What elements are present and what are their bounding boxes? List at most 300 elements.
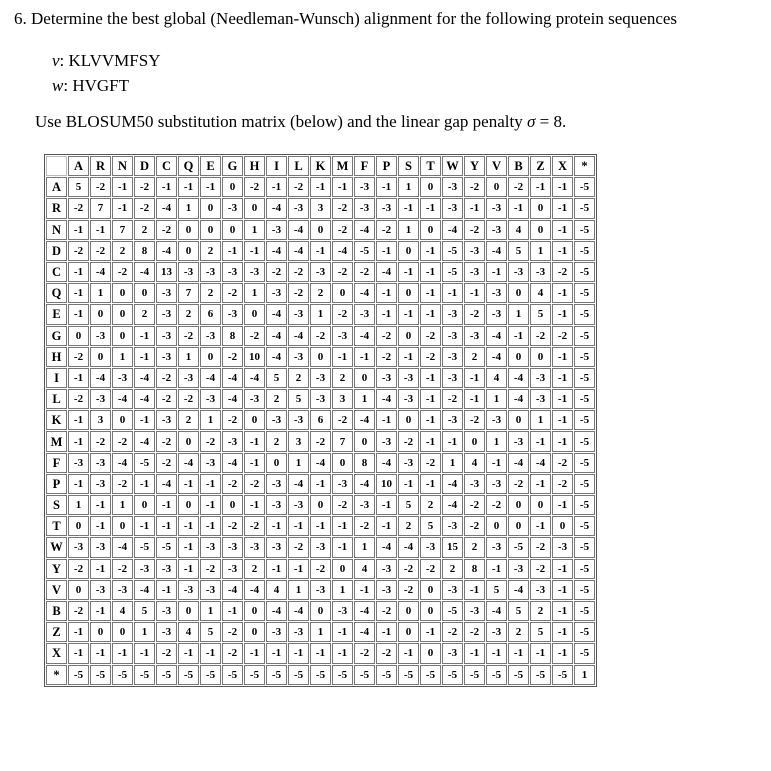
matrix-cell: 0 xyxy=(134,283,155,303)
matrix-cell: -3 xyxy=(530,580,551,600)
matrix-cell: -1 xyxy=(266,516,287,536)
matrix-cell: 0 xyxy=(332,283,353,303)
matrix-column-header: B xyxy=(508,156,529,176)
matrix-cell: -1 xyxy=(420,474,441,494)
matrix-cell: -1 xyxy=(420,389,441,409)
matrix-cell: -1 xyxy=(244,453,265,473)
matrix-row-header: G xyxy=(46,326,67,346)
matrix-cell: 0 xyxy=(552,516,573,536)
matrix-cell: -3 xyxy=(266,474,287,494)
matrix-cell: -4 xyxy=(442,220,463,240)
matrix-cell: -2 xyxy=(310,431,331,451)
matrix-column-header: L xyxy=(288,156,309,176)
matrix-cell: -2 xyxy=(332,220,353,240)
matrix-cell: -1 xyxy=(244,241,265,261)
matrix-cell: -5 xyxy=(574,368,595,388)
matrix-cell: -1 xyxy=(310,474,331,494)
matrix-cell: -2 xyxy=(156,220,177,240)
matrix-cell: -3 xyxy=(266,622,287,642)
matrix-cell: -4 xyxy=(332,241,353,261)
matrix-cell: 0 xyxy=(508,283,529,303)
matrix-column-header: G xyxy=(222,156,243,176)
matrix-cell: 0 xyxy=(178,241,199,261)
matrix-cell: -2 xyxy=(266,262,287,282)
matrix-cell: -5 xyxy=(68,665,89,685)
matrix-cell: -4 xyxy=(288,241,309,261)
matrix-cell: 1 xyxy=(332,580,353,600)
matrix-cell: -3 xyxy=(156,304,177,324)
matrix-cell: 8 xyxy=(464,559,485,579)
matrix-cell: 0 xyxy=(398,283,419,303)
matrix-cell: -1 xyxy=(332,622,353,642)
matrix-cell: -1 xyxy=(420,410,441,430)
matrix-cell: -4 xyxy=(288,220,309,240)
matrix-cell: 0 xyxy=(464,431,485,451)
matrix-cell: 2 xyxy=(134,220,155,240)
matrix-cell: 5 xyxy=(288,389,309,409)
matrix-cell: -1 xyxy=(552,347,573,367)
matrix-cell: -3 xyxy=(486,220,507,240)
matrix-row xyxy=(46,368,595,388)
matrix-row-header: W xyxy=(46,537,67,557)
matrix-cell: -4 xyxy=(178,453,199,473)
matrix-cell: -2 xyxy=(376,326,397,346)
matrix-cell: 2 xyxy=(266,431,287,451)
matrix-cell: 3 xyxy=(90,410,111,430)
matrix-cell: -2 xyxy=(222,516,243,536)
matrix-cell: -1 xyxy=(552,389,573,409)
matrix-cell: -4 xyxy=(266,241,287,261)
matrix-cell: 1 xyxy=(134,622,155,642)
matrix-cell: 5 xyxy=(266,368,287,388)
matrix-cell: -2 xyxy=(420,559,441,579)
matrix-cell: -1 xyxy=(398,198,419,218)
matrix-cell: 1 xyxy=(398,177,419,197)
matrix-cell: -4 xyxy=(134,368,155,388)
instruction-suffix: = 8. xyxy=(535,112,567,131)
matrix-column-header: T xyxy=(420,156,441,176)
matrix-cell: -2 xyxy=(376,601,397,621)
matrix-cell: -1 xyxy=(310,516,331,536)
matrix-cell: -1 xyxy=(68,474,89,494)
matrix-column-header: N xyxy=(112,156,133,176)
matrix-column-header: D xyxy=(134,156,155,176)
matrix-cell: -3 xyxy=(442,643,463,663)
matrix-cell: -3 xyxy=(464,601,485,621)
matrix-cell: -3 xyxy=(442,368,463,388)
matrix-cell: -2 xyxy=(310,326,331,346)
matrix-cell: -1 xyxy=(178,643,199,663)
matrix-cell: -3 xyxy=(244,262,265,282)
matrix-cell: -5 xyxy=(574,177,595,197)
matrix-cell: -3 xyxy=(90,474,111,494)
matrix-cell: -2 xyxy=(530,537,551,557)
matrix-cell: 6 xyxy=(310,410,331,430)
matrix-row-header: X xyxy=(46,643,67,663)
matrix-cell: -2 xyxy=(354,262,375,282)
matrix-row-header: A xyxy=(46,177,67,197)
instruction-prefix: Use BLOSUM50 substitution matrix (below) and the linear gap penalty xyxy=(35,112,527,131)
matrix-cell: 1 xyxy=(530,410,551,430)
matrix-row xyxy=(46,347,595,367)
matrix-cell: -4 xyxy=(376,389,397,409)
matrix-cell: -3 xyxy=(288,622,309,642)
matrix-cell: 0 xyxy=(354,431,375,451)
matrix-cell: -3 xyxy=(332,474,353,494)
matrix-cell: -3 xyxy=(266,410,287,430)
matrix-cell: 1 xyxy=(200,410,221,430)
matrix-cell: -4 xyxy=(156,241,177,261)
matrix-cell: -2 xyxy=(68,198,89,218)
matrix-cell: -2 xyxy=(222,643,243,663)
matrix-cell: -5 xyxy=(354,241,375,261)
matrix-cell: -2 xyxy=(398,580,419,600)
matrix-cell: -1 xyxy=(288,516,309,536)
matrix-cell: 0 xyxy=(112,410,133,430)
matrix-cell: -1 xyxy=(530,516,551,536)
matrix-cell: 4 xyxy=(266,580,287,600)
matrix-row-header: K xyxy=(46,410,67,430)
matrix-row xyxy=(46,389,595,409)
matrix-cell: -1 xyxy=(376,283,397,303)
matrix-cell: 0 xyxy=(244,410,265,430)
matrix-cell: -2 xyxy=(134,198,155,218)
matrix-cell: -2 xyxy=(68,241,89,261)
matrix-cell: -1 xyxy=(420,198,441,218)
matrix-cell: -1 xyxy=(134,516,155,536)
matrix-cell: -3 xyxy=(354,198,375,218)
matrix-cell: 0 xyxy=(420,177,441,197)
matrix-cell: 1 xyxy=(442,453,463,473)
matrix-cell: -1 xyxy=(332,643,353,663)
matrix-cell: -2 xyxy=(288,283,309,303)
matrix-cell: -3 xyxy=(266,537,287,557)
matrix-cell: -4 xyxy=(112,537,133,557)
matrix-cell: -2 xyxy=(552,453,573,473)
matrix-cell: -4 xyxy=(222,580,243,600)
matrix-row xyxy=(46,474,595,494)
matrix-cell: -1 xyxy=(156,580,177,600)
matrix-cell: -2 xyxy=(530,326,551,346)
matrix-cell: 1 xyxy=(178,198,199,218)
matrix-cell: 0 xyxy=(112,622,133,642)
matrix-cell: 2 xyxy=(464,537,485,557)
matrix-cell: 1 xyxy=(244,220,265,240)
matrix-cell: -1 xyxy=(90,516,111,536)
matrix-row xyxy=(46,580,595,600)
matrix-cell: -3 xyxy=(486,622,507,642)
matrix-cell: -5 xyxy=(574,262,595,282)
matrix-cell: -1 xyxy=(200,495,221,515)
matrix-cell: -4 xyxy=(134,389,155,409)
matrix-cell: 0 xyxy=(508,410,529,430)
matrix-cell: -2 xyxy=(398,559,419,579)
matrix-cell: -3 xyxy=(90,580,111,600)
matrix-cell: -1 xyxy=(90,495,111,515)
matrix-cell: -1 xyxy=(530,474,551,494)
matrix-cell: -4 xyxy=(134,262,155,282)
matrix-cell: 0 xyxy=(134,495,155,515)
matrix-cell: -3 xyxy=(310,389,331,409)
matrix-cell: -3 xyxy=(266,495,287,515)
matrix-cell: -5 xyxy=(574,643,595,663)
matrix-cell: 0 xyxy=(68,516,89,536)
matrix-cell: -1 xyxy=(178,177,199,197)
matrix-cell: 2 xyxy=(178,410,199,430)
matrix-cell: 1 xyxy=(68,495,89,515)
matrix-cell: -2 xyxy=(310,559,331,579)
matrix-cell: 0 xyxy=(398,410,419,430)
matrix-cell: -1 xyxy=(134,326,155,346)
matrix-cell: -1 xyxy=(288,643,309,663)
matrix-cell: 1 xyxy=(530,241,551,261)
matrix-cell: -1 xyxy=(156,516,177,536)
matrix-cell: -3 xyxy=(354,304,375,324)
matrix-cell: -1 xyxy=(552,220,573,240)
matrix-cell: -1 xyxy=(134,643,155,663)
matrix-cell: -3 xyxy=(244,537,265,557)
matrix-cell: -2 xyxy=(222,622,243,642)
matrix-cell: -3 xyxy=(508,262,529,282)
question-text: 6. Determine the best global (Needleman-Wunsch) alignment for the following protein sequences xyxy=(14,9,678,28)
matrix-cell: -3 xyxy=(486,283,507,303)
matrix-cell: 1 xyxy=(508,304,529,324)
matrix-cell: 0 xyxy=(398,601,419,621)
matrix-cell: -4 xyxy=(442,474,463,494)
matrix-cell: 3 xyxy=(288,431,309,451)
matrix-column-header: W xyxy=(442,156,463,176)
matrix-cell: -3 xyxy=(486,198,507,218)
matrix-cell: -5 xyxy=(442,601,463,621)
matrix-cell: -3 xyxy=(398,368,419,388)
matrix-cell: -4 xyxy=(354,622,375,642)
matrix-cell: -5 xyxy=(90,665,111,685)
matrix-cell: 1 xyxy=(244,283,265,303)
matrix-cell: -1 xyxy=(112,643,133,663)
matrix-cell: -5 xyxy=(134,453,155,473)
matrix-cell: -2 xyxy=(288,262,309,282)
matrix-cell: -1 xyxy=(530,643,551,663)
sequence-w xyxy=(52,76,129,96)
matrix-cell: -2 xyxy=(68,601,89,621)
matrix-cell: 2 xyxy=(288,368,309,388)
matrix-cell: -1 xyxy=(200,643,221,663)
matrix-cell: 0 xyxy=(244,198,265,218)
matrix-cell: -1 xyxy=(508,643,529,663)
matrix-cell: 0 xyxy=(310,347,331,367)
matrix-cell: -4 xyxy=(200,368,221,388)
matrix-cell: -5 xyxy=(552,665,573,685)
matrix-cell: -5 xyxy=(486,665,507,685)
matrix-row-header: V xyxy=(46,580,67,600)
matrix-row xyxy=(46,241,595,261)
matrix-cell: 1 xyxy=(486,389,507,409)
matrix-cell: 5 xyxy=(68,177,89,197)
matrix-row-header: C xyxy=(46,262,67,282)
matrix-cell: -2 xyxy=(420,453,441,473)
matrix-cell: -5 xyxy=(574,347,595,367)
matrix-cell: -3 xyxy=(156,601,177,621)
matrix-cell: -4 xyxy=(90,368,111,388)
matrix-column-header: V xyxy=(486,156,507,176)
matrix-cell: -1 xyxy=(552,177,573,197)
matrix-cell: -1 xyxy=(68,622,89,642)
matrix-cell: -4 xyxy=(266,198,287,218)
matrix-cell: -2 xyxy=(68,389,89,409)
matrix-cell: -4 xyxy=(398,537,419,557)
matrix-cell: -1 xyxy=(90,220,111,240)
matrix-cell: 5 xyxy=(530,622,551,642)
matrix-cell: 0 xyxy=(310,601,331,621)
matrix-cell: -1 xyxy=(68,410,89,430)
matrix-cell: -5 xyxy=(354,665,375,685)
matrix-column-header: F xyxy=(354,156,375,176)
matrix-cell: 0 xyxy=(420,643,441,663)
matrix-cell: -4 xyxy=(266,304,287,324)
matrix-cell: 2 xyxy=(266,389,287,409)
matrix-cell: -2 xyxy=(244,474,265,494)
matrix-cell: -5 xyxy=(574,622,595,642)
matrix-row xyxy=(46,516,595,536)
matrix-cell: -1 xyxy=(244,431,265,451)
matrix-cell: -2 xyxy=(288,177,309,197)
matrix-cell: -1 xyxy=(552,368,573,388)
matrix-cell: -1 xyxy=(398,304,419,324)
matrix-cell: -1 xyxy=(420,262,441,282)
matrix-cell: -3 xyxy=(376,580,397,600)
matrix-cell: -3 xyxy=(200,537,221,557)
matrix-cell: -3 xyxy=(90,326,111,346)
matrix-cell: 0 xyxy=(310,220,331,240)
matrix-cell: -2 xyxy=(464,495,485,515)
matrix-cell: 2 xyxy=(442,559,463,579)
matrix-cell: 2 xyxy=(134,304,155,324)
matrix-cell: -4 xyxy=(244,368,265,388)
matrix-column-header: * xyxy=(574,156,595,176)
matrix-row xyxy=(46,622,595,642)
matrix-cell: -1 xyxy=(68,262,89,282)
matrix-cell: -1 xyxy=(398,643,419,663)
matrix-cell: 0 xyxy=(398,326,419,346)
matrix-cell: 8 xyxy=(222,326,243,346)
matrix-cell: -1 xyxy=(156,495,177,515)
matrix-cell: -4 xyxy=(354,326,375,346)
matrix-cell: 0 xyxy=(112,326,133,346)
matrix-cell: -3 xyxy=(486,474,507,494)
matrix-cell: -1 xyxy=(420,431,441,451)
matrix-cell: -3 xyxy=(442,580,463,600)
blosum50-table xyxy=(44,154,597,687)
matrix-cell: 8 xyxy=(354,453,375,473)
matrix-row-header: Q xyxy=(46,283,67,303)
matrix-cell: -4 xyxy=(222,453,243,473)
matrix-cell: -2 xyxy=(464,410,485,430)
matrix-corner-cell xyxy=(46,156,67,176)
matrix-cell: -1 xyxy=(486,453,507,473)
matrix-row-header: B xyxy=(46,601,67,621)
matrix-cell: -1 xyxy=(552,622,573,642)
matrix-cell: -1 xyxy=(68,431,89,451)
matrix-cell: -3 xyxy=(442,198,463,218)
matrix-column-header: Z xyxy=(530,156,551,176)
matrix-cell: -4 xyxy=(486,347,507,367)
matrix-cell: -3 xyxy=(420,537,441,557)
matrix-cell: -4 xyxy=(134,431,155,451)
matrix-cell: -1 xyxy=(530,177,551,197)
matrix-cell: -3 xyxy=(68,453,89,473)
matrix-cell: 0 xyxy=(530,220,551,240)
matrix-cell: -3 xyxy=(288,495,309,515)
matrix-cell: -1 xyxy=(464,368,485,388)
matrix-column-header: I xyxy=(266,156,287,176)
matrix-cell: -1 xyxy=(222,241,243,261)
matrix-cell: -1 xyxy=(552,580,573,600)
matrix-cell: 0 xyxy=(508,495,529,515)
matrix-cell: -1 xyxy=(112,198,133,218)
matrix-cell: -1 xyxy=(200,516,221,536)
matrix-row xyxy=(46,326,595,346)
matrix-cell: -5 xyxy=(574,283,595,303)
matrix-cell: 7 xyxy=(112,220,133,240)
matrix-cell: -5 xyxy=(574,474,595,494)
matrix-cell: -2 xyxy=(200,559,221,579)
matrix-cell: -3 xyxy=(464,326,485,346)
matrix-cell: -3 xyxy=(266,220,287,240)
matrix-cell: -4 xyxy=(442,495,463,515)
matrix-cell: -3 xyxy=(200,326,221,346)
matrix-cell: -5 xyxy=(420,665,441,685)
matrix-row xyxy=(46,410,595,430)
matrix-cell: -5 xyxy=(442,241,463,261)
matrix-cell: 1 xyxy=(200,601,221,621)
matrix-cell: -4 xyxy=(266,601,287,621)
matrix-cell: -2 xyxy=(288,537,309,557)
matrix-cell: -3 xyxy=(376,431,397,451)
matrix-cell: -1 xyxy=(376,177,397,197)
matrix-cell: -1 xyxy=(68,283,89,303)
matrix-row xyxy=(46,665,595,685)
matrix-cell: 3 xyxy=(310,198,331,218)
matrix-cell: -3 xyxy=(222,304,243,324)
matrix-cell: -1 xyxy=(134,410,155,430)
matrix-cell: -5 xyxy=(288,665,309,685)
matrix-cell: -4 xyxy=(486,241,507,261)
matrix-cell: -4 xyxy=(112,389,133,409)
matrix-cell: -2 xyxy=(376,220,397,240)
matrix-cell: -5 xyxy=(266,665,287,685)
matrix-cell: 1 xyxy=(354,537,375,557)
matrix-cell: 5 xyxy=(508,601,529,621)
matrix-cell: -3 xyxy=(530,262,551,282)
matrix-cell: -2 xyxy=(244,326,265,346)
matrix-cell: -5 xyxy=(574,220,595,240)
matrix-cell: 1 xyxy=(486,431,507,451)
matrix-cell: -1 xyxy=(354,580,375,600)
matrix-cell: -5 xyxy=(530,665,551,685)
matrix-cell: -3 xyxy=(310,537,331,557)
matrix-cell: -5 xyxy=(156,665,177,685)
matrix-cell: -3 xyxy=(530,368,551,388)
matrix-cell: -3 xyxy=(376,198,397,218)
matrix-cell: -3 xyxy=(310,580,331,600)
matrix-cell: -4 xyxy=(134,580,155,600)
matrix-cell: -5 xyxy=(574,326,595,346)
matrix-cell: -5 xyxy=(574,601,595,621)
matrix-column-header: M xyxy=(332,156,353,176)
matrix-cell: -1 xyxy=(266,177,287,197)
matrix-cell: 0 xyxy=(244,622,265,642)
matrix-cell: -5 xyxy=(574,304,595,324)
